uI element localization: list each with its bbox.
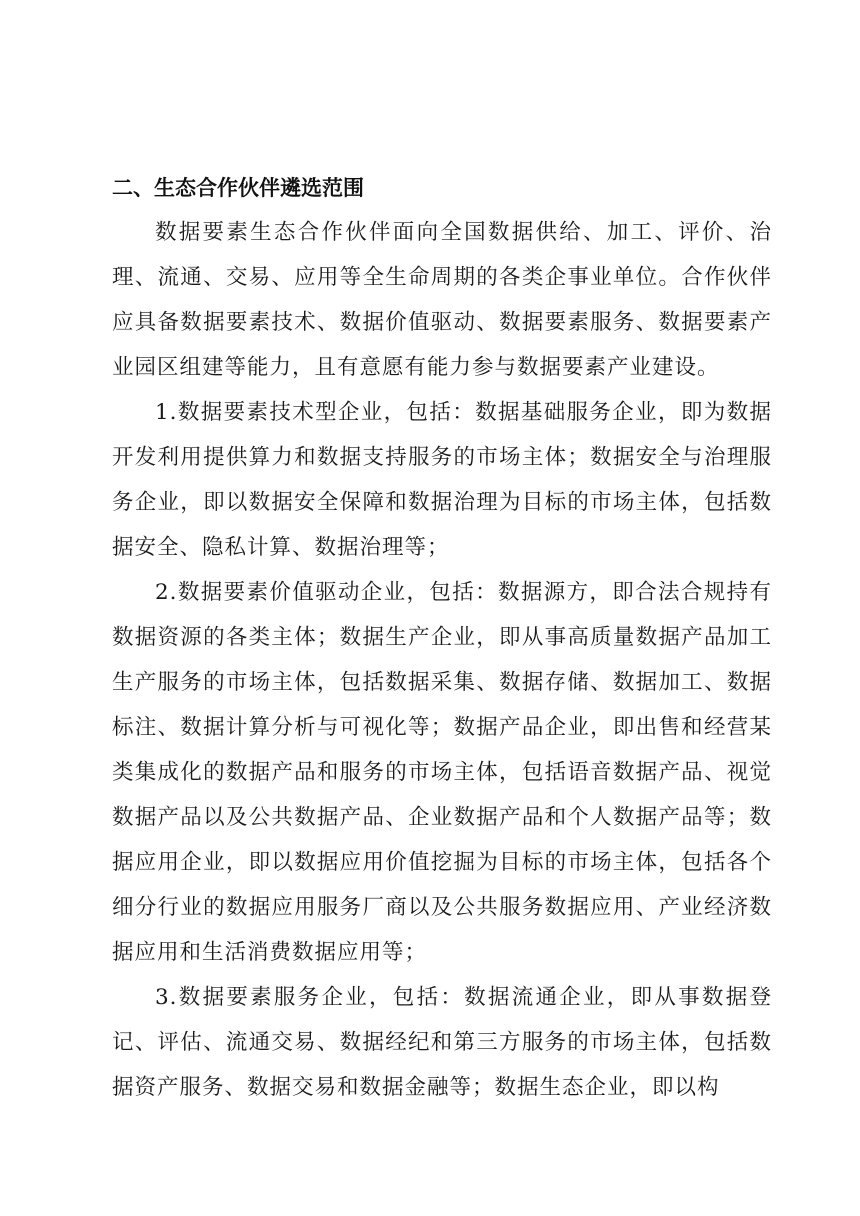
paragraph-item-3: 3.数据要素服务企业，包括：数据流通企业，即从事数据登记、评估、流通交易、数据经纪和第三方服务的市场主体，包括数据资产服务、数据交易和数据金融等；数据生态企业，即以构	[112, 985, 772, 1100]
section-heading: 二、生态合作伙伴遴选范围	[112, 176, 364, 200]
paragraph-item-1: 1.数据要素技术型企业，包括：数据基础服务企业，即为数据开发利用提供算力和数据支持服务的市场主体；数据安全与治理服务企业，即以数据安全保障和数据治理为目标的市场主体，包括数据安全、隐私计算、数据治理等；	[112, 400, 772, 560]
document-body	[112, 166, 772, 1110]
paragraph-intro: 数据要素生态合作伙伴面向全国数据供给、加工、评价、治理、流通、交易、应用等全生命周期的各类企事业单位。合作伙伴应具备数据要素技术、数据价值驱动、数据要素服务、数据要素产业园区组建等能力，且有意愿有能力参与数据要素产业建设。	[112, 220, 772, 380]
paragraph-item-2: 2.数据要素价值驱动企业，包括：数据源方，即合法合规持有数据资源的各类主体；数据生产企业，即从事高质量数据产品加工生产服务的市场主体，包括数据采集、数据存储、数据加工、数据标注、数据计算分析与可视化等；数据产品企业，即出售和经营某类集成化的数据产品和服务的市场主体，包括语音数据产品、视觉数据产品以及公共数据产品、企业数据产品和个人数据产品等；数据应用企业，即以数据应用价值挖掘为目标的市场主体，包括各个细分行业的数据应用服务厂商以及公共服务数据应用、产业经济数据应用和生活消费数据应用等；	[112, 580, 772, 965]
